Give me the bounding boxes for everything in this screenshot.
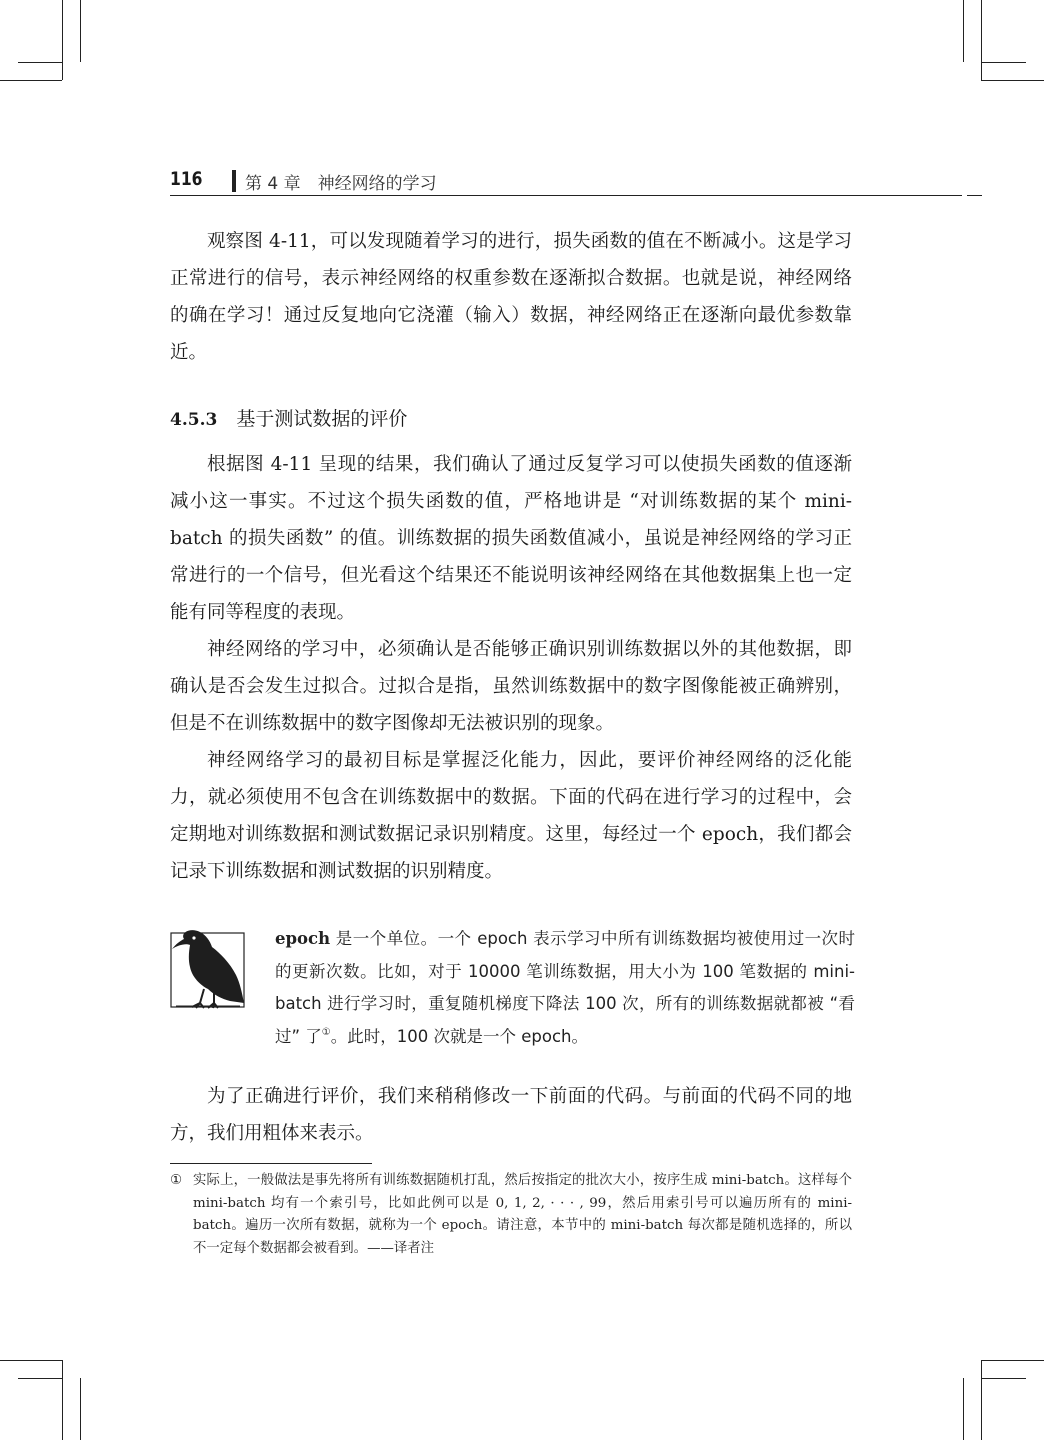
crop-mark bbox=[18, 62, 63, 63]
footnote-rule bbox=[170, 1163, 372, 1164]
crop-mark bbox=[981, 0, 982, 80]
crop-mark bbox=[981, 1360, 1044, 1361]
crop-mark bbox=[981, 80, 1044, 81]
header-divider bbox=[232, 170, 236, 192]
section-heading bbox=[170, 404, 407, 431]
crop-mark bbox=[80, 1378, 81, 1440]
paragraph: 观察图 4-11，可以发现随着学习的进行，损失函数的值在不断减小。这是学习正常进行的信号，表示神经网络的权重参数在逐渐拟合数据。也就是说，神经网络的确在学习！通过反复地向它浇灌（输入）数据，神经网络正在逐渐向最优参数靠近。 bbox=[170, 231, 852, 363]
footnote-ref[interactable]: ① bbox=[321, 1026, 331, 1038]
crop-mark bbox=[981, 1360, 982, 1440]
paragraph: 神经网络的学习中，必须确认是否能够正确识别训练数据以外的其他数据，即确认是否会发生过拟合。过拟合是指，虽然训练数据中的数字图像能被正确辨别，但是不在训练数据中的数字图像却无法被识别的现象。 bbox=[170, 639, 852, 734]
crop-mark bbox=[981, 1378, 1026, 1379]
crop-mark bbox=[80, 0, 81, 62]
header-rule bbox=[170, 195, 962, 196]
footnote-marker: ① bbox=[170, 1173, 183, 1188]
crop-mark bbox=[0, 80, 62, 81]
section-title: 基于测试数据的评价 bbox=[217, 408, 408, 430]
paragraph: 为了正确进行评价，我们来稍稍修改一下前面的代码。与前面的代码不同的地方，我们用粗体来表示。 bbox=[170, 1086, 852, 1144]
note-term: epoch bbox=[275, 929, 331, 948]
crop-mark bbox=[18, 1378, 63, 1379]
footnote-text: 实际上，一般做法是事先将所有训练数据随机打乱，然后按指定的批次大小，按序生成 mini-batch。这样每个 mini-batch 均有一个索引号，比如此例可以是 0, 1, 2, · · · , 99，然后用索引号可以遍历所有的 mini-batch。遍历一次所有数据，就称为一个 epoch。请注意，本节中的 mini-batch 每次都是随机选择的，所以不一定每个数据都会被看到。——译者注 bbox=[193, 1173, 852, 1256]
note-body: 是一个单位。一个 epoch 表示学习中所有训练数据均被使用过一次时的更新次数。比如，对于 10000 笔训练数据，用大小为 100 笔数据的 mini-batch 进行学习时，重复随机梯度下降法 100 次，所有的训练数据就都被 “看过” 了 bbox=[275, 929, 855, 1046]
crop-mark bbox=[963, 1378, 964, 1440]
crop-mark bbox=[963, 0, 964, 62]
crop-mark bbox=[62, 1360, 63, 1440]
crop-mark bbox=[62, 0, 63, 80]
section-number: 4.5.3 bbox=[170, 410, 218, 430]
header-rule-tail bbox=[967, 195, 982, 196]
crop-mark bbox=[981, 62, 1026, 63]
running-header bbox=[170, 168, 982, 196]
paragraph: 根据图 4-11 呈现的结果，我们确认了通过反复学习可以使损失函数的值逐渐减小这一事实。不过这个损失函数的值，严格地讲是 “对训练数据的某个 mini-batch 的损失函数” 的值。训练数据的损失函数值减小，虽说是神经网络的学习正常进行的一个信号，但光看这个结果还不能说明该神经网络在其他数据集上也一定能有同等程度的表现。 bbox=[170, 454, 852, 623]
page-number: 116 bbox=[170, 168, 203, 190]
paragraph: 神经网络学习的最初目标是掌握泛化能力，因此，要评价神经网络的泛化能力，就必须使用不包含在训练数据中的数据。下面的代码在进行学习的过程中，会定期地对训练数据和测试数据记录识别精度。这里，每经过一个 epoch，我们都会记录下训练数据和测试数据的识别精度。 bbox=[170, 750, 852, 882]
chapter-title: 第 4 章 神经网络的学习 bbox=[245, 174, 437, 194]
crop-mark bbox=[0, 1360, 62, 1361]
note-body-end: 。此时，100 次就是一个 epoch。 bbox=[330, 1026, 588, 1046]
crow-icon bbox=[170, 929, 246, 1009]
footnote bbox=[170, 1170, 852, 1260]
note-text bbox=[275, 923, 855, 1053]
